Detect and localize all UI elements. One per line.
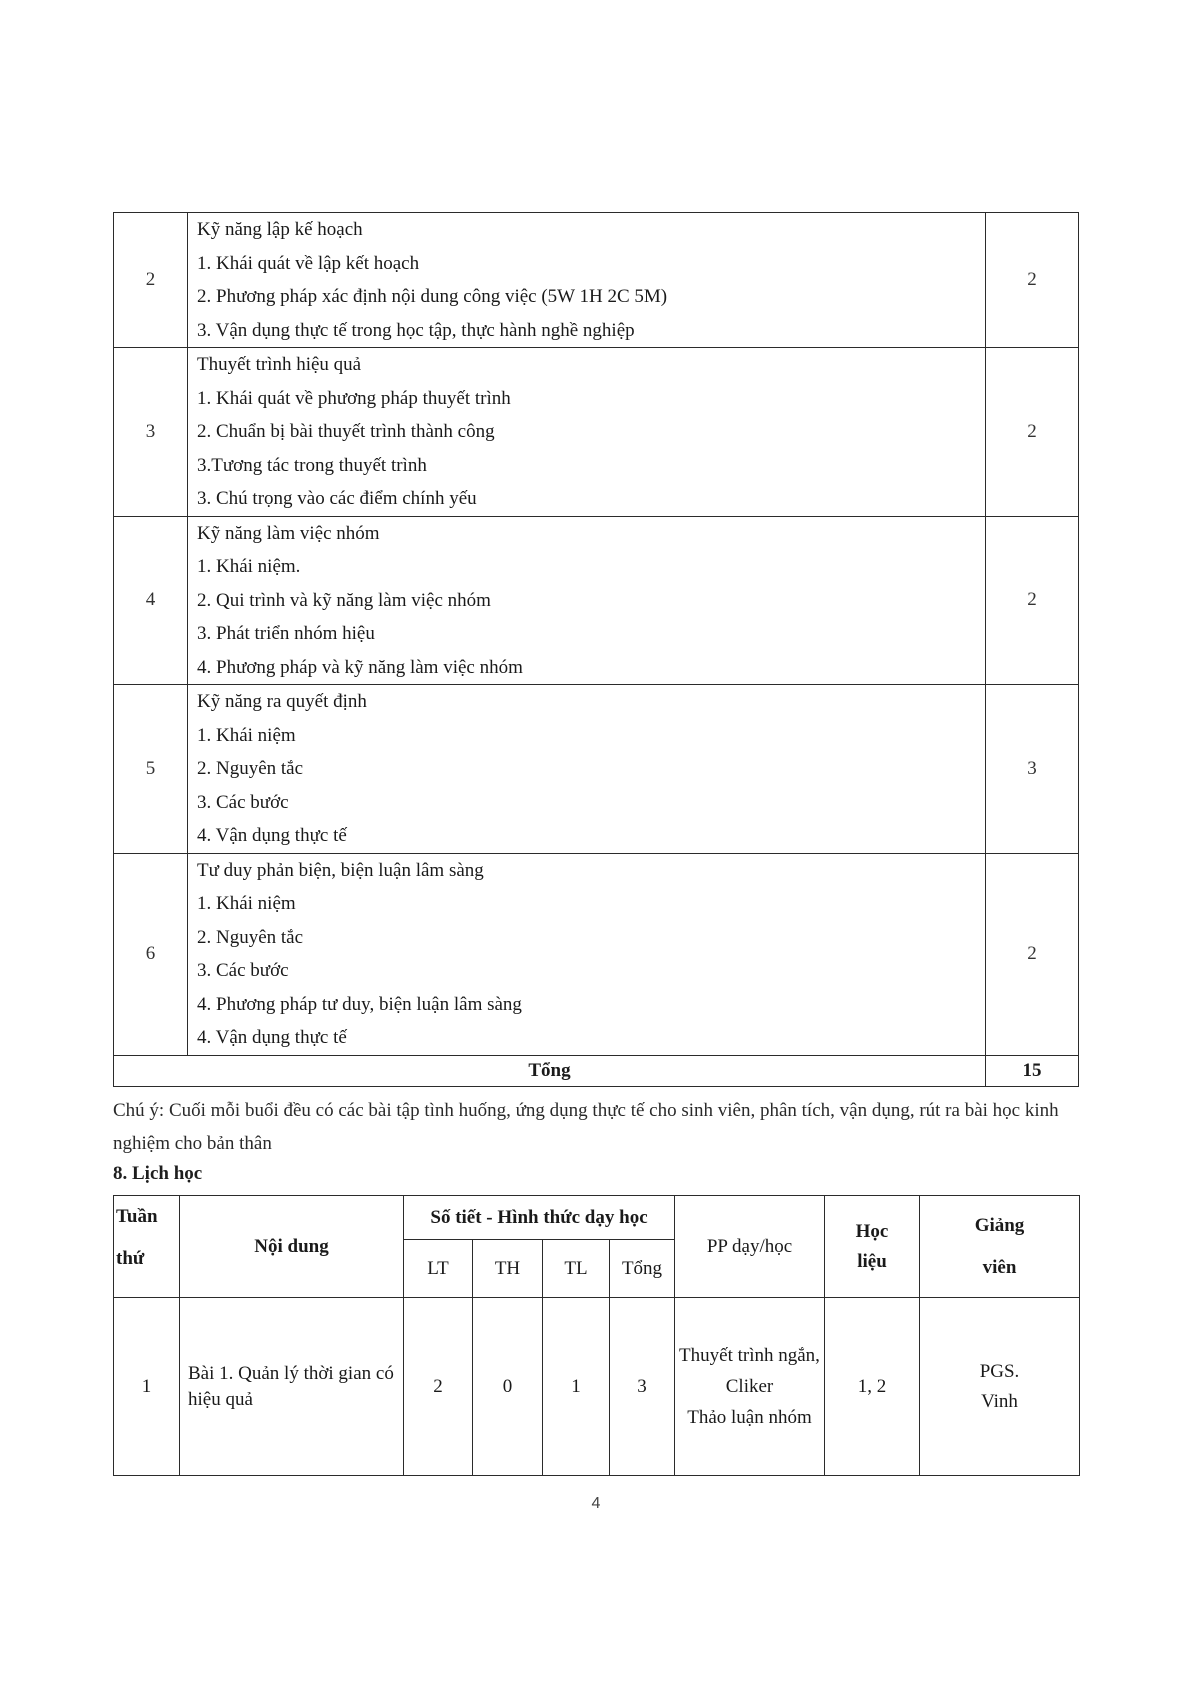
header-lt: LT (404, 1240, 473, 1298)
cell-week: 1 (114, 1298, 180, 1476)
topic-item: 1. Khái niệm (197, 893, 296, 914)
topic-item: 3. Chú trọng vào các điểm chính yếu (197, 488, 477, 509)
cell-lecturer: PGS. Vinh (920, 1298, 1080, 1476)
topic-item: 4. Vận dụng thực tế (197, 1027, 347, 1048)
content-table (113, 212, 1079, 1087)
cell-tl: 1 (543, 1298, 610, 1476)
cell-method: Thuyết trình ngắn, Cliker Thảo luận nhóm (675, 1298, 825, 1476)
table-row (114, 853, 1079, 1055)
row-hours: 2 (986, 516, 1079, 685)
topic-item: 2. Nguyên tắc (197, 758, 304, 779)
cell-th: 0 (473, 1298, 543, 1476)
table-row (114, 685, 1079, 854)
topic-item: 1. Khái niệm. (197, 556, 301, 577)
row-number: 6 (114, 853, 188, 1055)
row-hours: 2 (986, 348, 1079, 517)
row-hours: 3 (986, 685, 1079, 854)
topic-title: Thuyết trình hiệu quả (197, 354, 362, 375)
topic-item: 3. Vận dụng thực tế trong học tập, thực hành nghề nghiệp (197, 319, 635, 341)
topic-item: 4. Vận dụng thực tế (197, 825, 347, 846)
topic-item: 4. Phương pháp tư duy, biện luận lâm sàng (197, 993, 522, 1015)
row-topics (188, 213, 986, 348)
topic-item: 2. Nguyên tắc (197, 926, 304, 948)
header-total: Tổng (610, 1240, 675, 1298)
header-week: Tuần thứ (114, 1196, 180, 1298)
topic-item: 1. Khái quát về lập kết hoạch (197, 252, 420, 274)
row-topics (188, 348, 986, 517)
topic-item: 3. Các bước (197, 960, 289, 981)
row-hours: 2 (986, 853, 1079, 1055)
topic-item: 2. Phương pháp xác định nội dung công việc (5W 1H 2C 5M) (197, 286, 668, 307)
page-number: 4 (591, 1495, 601, 1512)
row-number: 2 (114, 213, 188, 348)
note-text: Chú ý: Cuối mỗi buổi đều có các bài tập tình huống, ứng dụng thực tế cho sinh viên, phân tích, vận dụng, rút ra bài học kinh nghiệm cho bản thân (113, 1100, 1059, 1154)
row-topics (188, 516, 986, 685)
row-number: 5 (114, 685, 188, 854)
section-title: 8. Lịch học (113, 1163, 203, 1184)
topic-item: 2. Qui trình và kỹ năng làm việc nhóm (197, 589, 491, 611)
topic-item: 1. Khái niệm (197, 724, 296, 746)
cell-material: 1, 2 (825, 1298, 920, 1476)
topic-title: Tư duy phản biện, biện luận lâm sàng (197, 859, 484, 881)
topic-item: 3. Các bước (197, 791, 289, 813)
row-topics (188, 853, 986, 1055)
cell-lt: 2 (404, 1298, 473, 1476)
table-row (114, 516, 1079, 685)
topic-item: 3.Tương tác trong thuyết trình (197, 454, 427, 476)
header-content: Nội dung (180, 1196, 404, 1298)
row-topics (188, 685, 986, 854)
topic-item: 3. Phát triển nhóm hiệu (197, 623, 375, 644)
row-number: 3 (114, 348, 188, 517)
table-row (114, 348, 1079, 517)
cell-content: Bài 1. Quản lý thời gian có hiệu quả (180, 1298, 404, 1476)
total-value: 15 (986, 1055, 1079, 1086)
topic-item: 2. Chuẩn bị bài thuyết trình thành công (197, 421, 495, 442)
topic-title: Kỹ năng ra quyết định (197, 691, 367, 712)
topic-title: Kỹ năng làm việc nhóm (197, 522, 380, 544)
header-tl: TL (543, 1240, 610, 1298)
table-row (114, 213, 1079, 348)
header-method: PP dạy/học (675, 1196, 825, 1298)
schedule-table (113, 1195, 1080, 1476)
cell-total: 3 (610, 1298, 675, 1476)
header-th: TH (473, 1240, 543, 1298)
total-label: Tổng (114, 1055, 986, 1086)
header-lecturer: Giảng viên (920, 1196, 1080, 1298)
header-material: Học liệu (825, 1196, 920, 1298)
header-periods: Số tiết - Hình thức dạy học (404, 1196, 675, 1240)
total-row (114, 1055, 1079, 1086)
topic-title: Kỹ năng lập kế hoạch (197, 219, 363, 240)
topic-item: 1. Khái quát về phương pháp thuyết trình (197, 387, 511, 409)
row-number: 4 (114, 516, 188, 685)
topic-item: 4. Phương pháp và kỹ năng làm việc nhóm (197, 656, 523, 678)
table-row (114, 1298, 1080, 1476)
row-hours: 2 (986, 213, 1079, 348)
